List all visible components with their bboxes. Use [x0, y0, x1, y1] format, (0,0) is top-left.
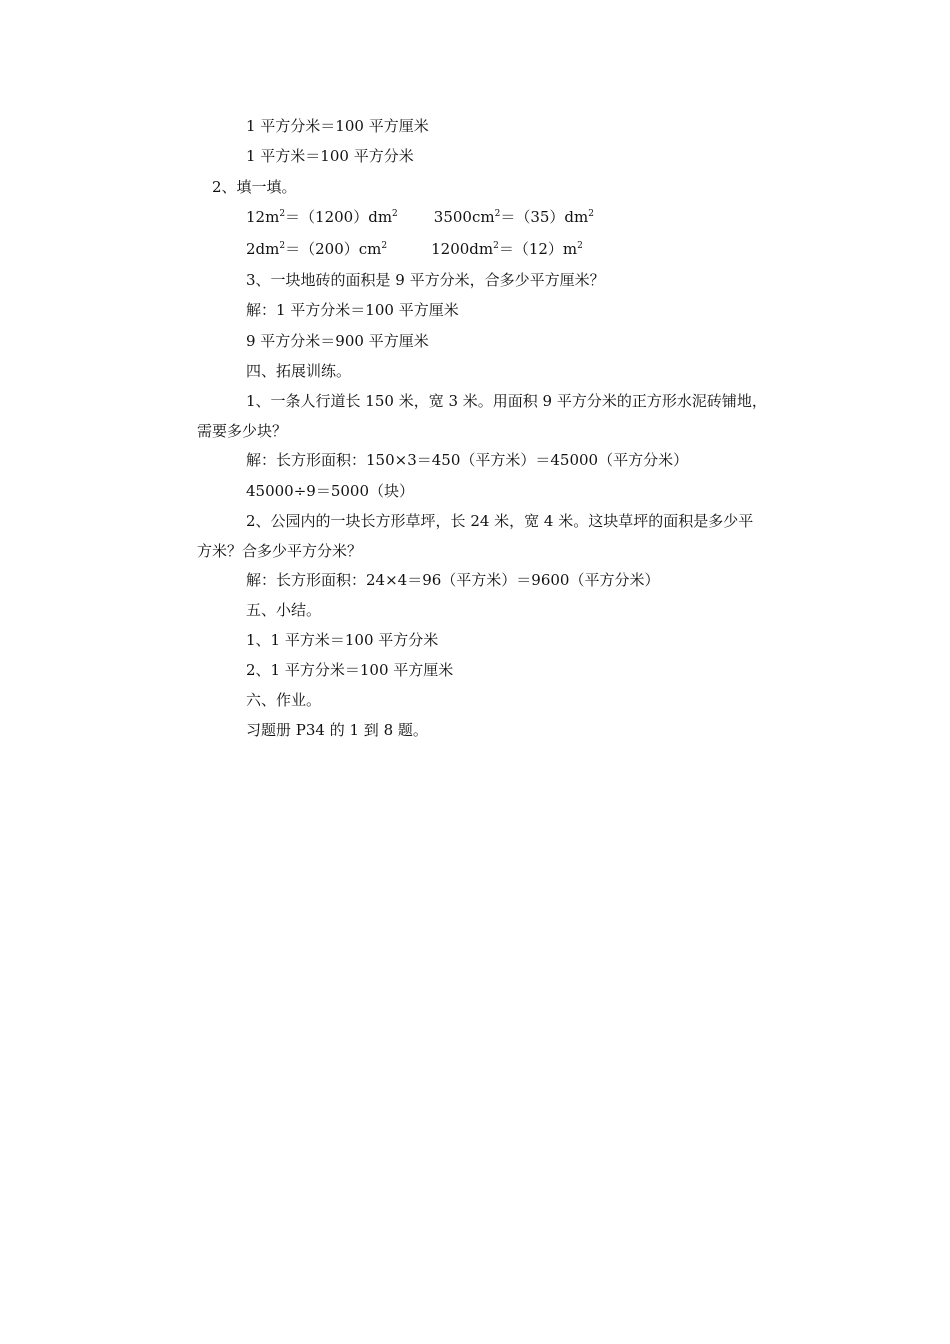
equation: $12m^2=(1200)dm^2$: [246, 208, 398, 226]
equation: $2dm^2=(200)cm^2$: [246, 240, 388, 258]
question-text: 3、一块地砖的面积是 9 平方分米，合多少平方厘米？: [246, 271, 605, 289]
text-line: 1 平方米＝100 平方分米: [246, 147, 414, 165]
homework-text: 习题册 P34 的 1 到 8 题。: [246, 721, 428, 739]
section-heading: 五、小结。: [246, 601, 322, 619]
fill-in-row: [246, 239, 583, 259]
solution-text: 解：1 平方分米＝100 平方厘米: [246, 301, 459, 319]
question-text: 1、一条人行道长 150 米，宽 3 米。用面积 9 平方分米的正方形水泥砖铺地，: [246, 392, 767, 410]
equation: $1200dm^2=(12)m^2$: [431, 240, 583, 258]
question-text: 方米？合多少平方分米？: [197, 542, 363, 560]
equation: $3500cm^2=(35)dm^2$: [433, 208, 594, 226]
section-heading: 六、作业。: [246, 691, 322, 709]
section-heading: 四、拓展训练。: [246, 362, 352, 380]
section-heading: 2、填一填。: [212, 178, 297, 196]
fill-in-row: [246, 207, 594, 227]
solution-text: 9 平方分米＝900 平方厘米: [246, 332, 429, 350]
question-text: 2、公园内的一块长方形草坪，长 24 米，宽 4 米。这块草坪的面积是多少平: [246, 512, 754, 530]
summary-item: 2、1 平方分米＝100 平方厘米: [246, 661, 454, 679]
solution-text: 解：长方形面积：24×4＝96（平方米）＝9600（平方分米）: [246, 571, 660, 589]
text-line: 1 平方分米＝100 平方厘米: [246, 117, 429, 135]
question-text: 需要多少块？: [197, 422, 288, 440]
solution-text: 解：长方形面积：150×3＝450（平方米）＝45000（平方分米）: [246, 451, 689, 469]
solution-text: 45000÷9＝5000（块）: [246, 482, 415, 500]
summary-item: 1、1 平方米＝100 平方分米: [246, 631, 439, 649]
